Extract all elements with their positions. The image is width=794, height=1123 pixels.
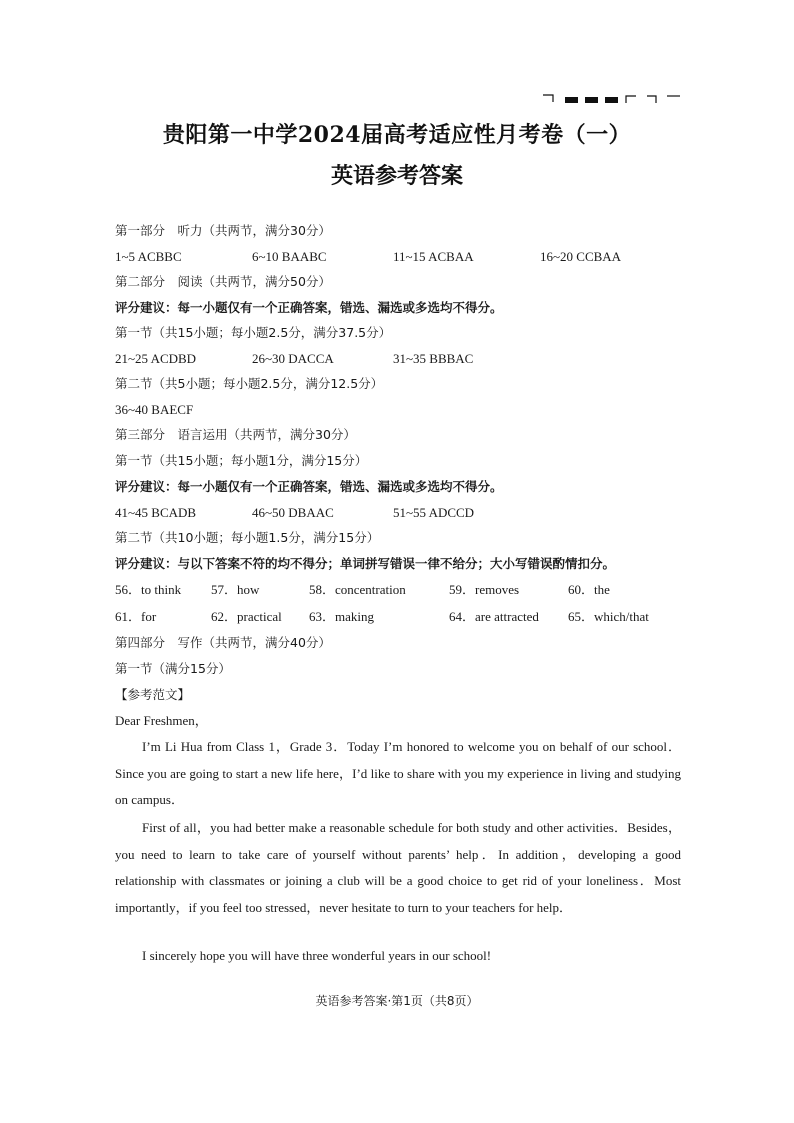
answer-group: 51~55 ADCCD: [393, 505, 475, 520]
fill-answer: 58．concentration: [309, 582, 406, 597]
answer-group: 1~5 ACBBC: [115, 249, 182, 264]
part1-heading: 第一部分 听力（共两节，满分30分）: [115, 223, 331, 238]
answer-group: 21~25 ACDBD: [115, 351, 197, 366]
fill-answer: 62．practical: [211, 609, 282, 624]
section-heading: 第一节（共15小题；每小题2.5分，满分37.5分）: [115, 325, 392, 340]
section-heading: 第一节（满分15分）: [115, 661, 231, 676]
answer-group: 46~50 DBAAC: [252, 505, 334, 520]
part4-heading: 第四部分 写作（共两节，满分40分）: [115, 635, 331, 650]
answer-group: 41~45 BCADB: [115, 505, 197, 520]
corner-mark-2: [626, 96, 636, 103]
fill-answer: 63．making: [309, 609, 374, 624]
part2-heading: 第二部分 阅读（共两节，满分50分）: [115, 274, 331, 289]
essay-paragraph: First of all，you had better make a reasonable schedule for both study and other activities．Besides，you need to learn to take care of yourself without parents’ help．In addition，developing a good relationship with classmates or joining a club will be a good choice to get rid of your loneliness．Most importantly，if you feel too stressed，never hesitate to turn to your teachers for help．: [115, 820, 681, 915]
fill-answer: 61．for: [115, 609, 157, 624]
document-subtitle: 英语参考答案: [330, 163, 463, 189]
answer-group: 11~15 ACBAA: [393, 249, 474, 264]
scoring-note: 评分建议：与以下答案不符的均不得分；单词拼写错误一律不给分；大小写错误酌情扣分。: [115, 556, 616, 571]
part3-heading: 第三部分 语言运用（共两节，满分30分）: [115, 427, 356, 442]
answer-group: 36~40 BAECF: [115, 402, 194, 417]
answer-group: 6~10 BAABC: [252, 249, 327, 264]
corner-mark-1: [543, 95, 553, 102]
scoring-note: 评分建议：每一小题仅有一个正确答案，错选、漏选或多选均不得分。: [115, 479, 503, 494]
document-title: 贵阳第一中学2024届高考适应性月考卷（一）: [162, 122, 632, 148]
section-heading: 第二节（共5小题；每小题2.5分，满分12.5分）: [115, 376, 384, 391]
fill-answer: 59．removes: [449, 582, 520, 597]
fill-answer: 65．which/that: [568, 609, 649, 624]
essay-paragraph: I’m Li Hua from Class 1，Grade 3．Today I’m honored to welcome you on behalf of our school．Since you are going to start a new life here，I’d like to share with you my experience in living and studying on campus．: [115, 739, 681, 807]
scoring-note: 评分建议：每一小题仅有一个正确答案，错选、漏选或多选均不得分。: [115, 300, 503, 315]
bar-mark-3: [605, 97, 618, 103]
essay-paragraph: I sincerely hope you will have three wonderful years in our school!: [142, 948, 492, 963]
fill-answer: 57．how: [211, 582, 260, 597]
bar-mark-2: [585, 97, 598, 103]
fill-answer: 56．to think: [115, 582, 182, 597]
essay-greeting: Dear Freshmen，: [115, 713, 208, 728]
page-footer: 英语参考答案·第1页（共8页）: [315, 994, 479, 1008]
fill-answer: 64．are attracted: [449, 609, 539, 624]
fill-answer: 60．the: [568, 582, 610, 597]
model-essay-label: 【参考范文】: [115, 687, 191, 702]
answer-group: 26~30 DACCA: [252, 351, 334, 366]
answer-group: 31~35 BBBAC: [393, 351, 474, 366]
corner-mark-3: [647, 96, 656, 103]
bar-mark-1: [565, 97, 578, 103]
section-heading: 第一节（共15小题；每小题1分，满分15分）: [115, 453, 368, 468]
registration-marks: [543, 94, 683, 104]
answer-group: 16~20 CCBAA: [540, 249, 622, 264]
section-heading: 第二节（共10小题；每小题1.5分，满分15分）: [115, 530, 380, 545]
